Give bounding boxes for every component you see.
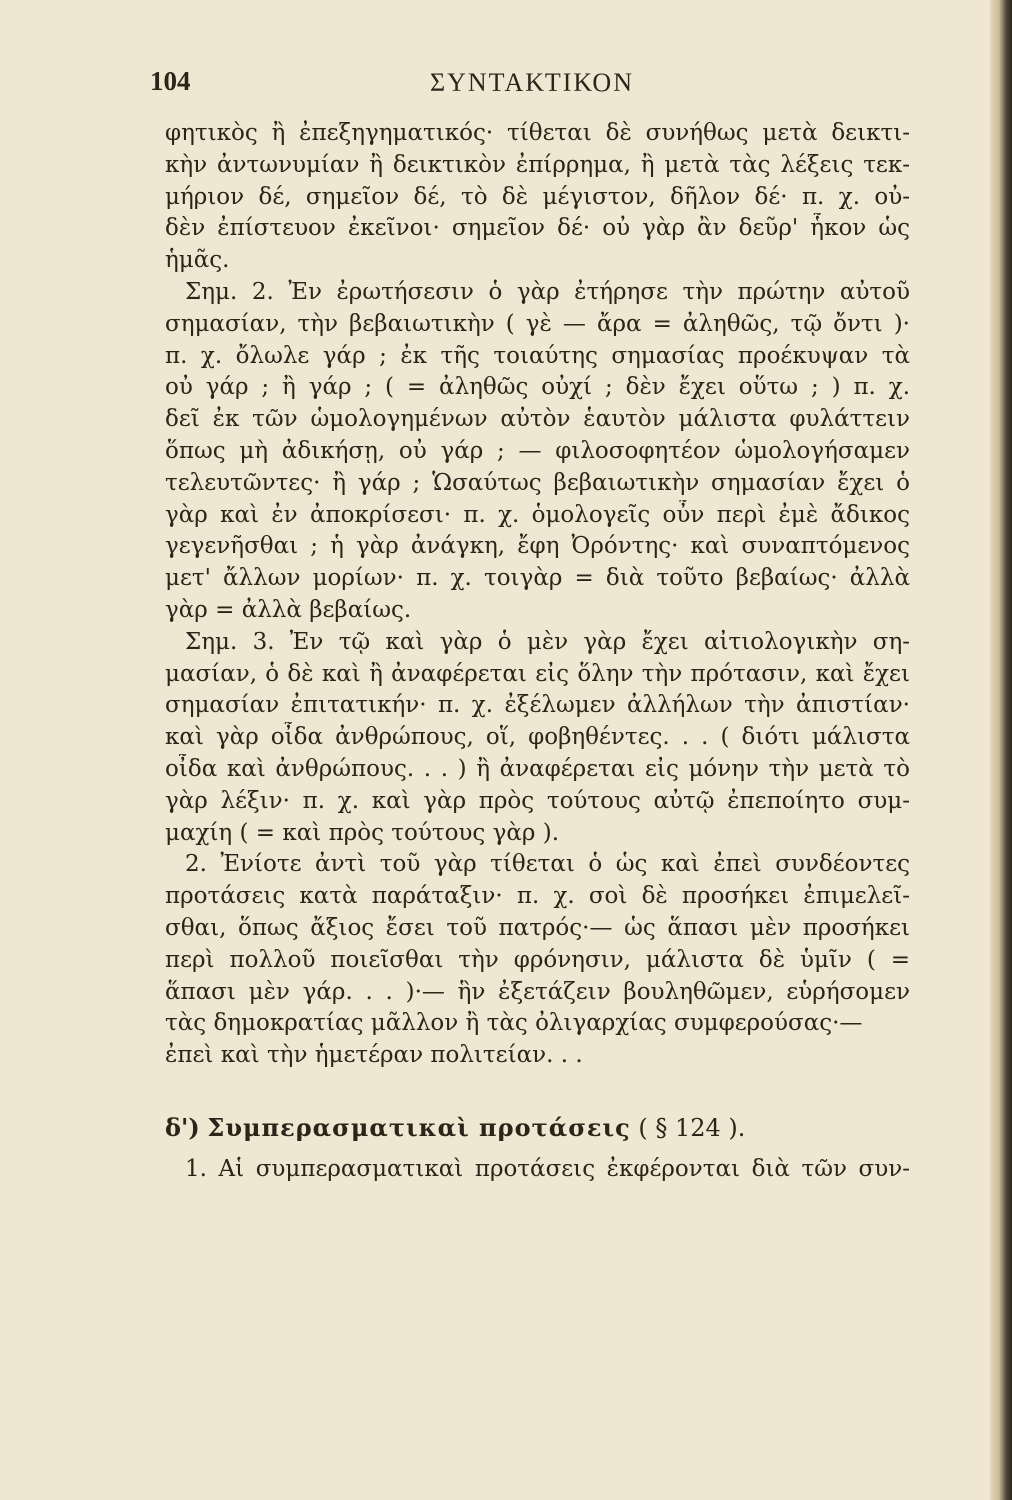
text-line: σθαι, ὅπως ἄξιος ἔσει τοῦ πατρός·— ὡς ἅπασι μὲν προσήκει — [165, 914, 910, 941]
text-line: ἡμᾶς. — [165, 247, 230, 274]
text-line: κὴν ἀντωνυμίαν ἢ δεικτικὸν ἐπίρρημα, ἢ μετὰ τὰς λέξεις τεκ- — [165, 151, 910, 178]
text-line: σημασίαν, τὴν βεβαιωτικὴν ( γὲ — ἄρα = ἀληθῶς, τῷ ὄντι )· — [165, 310, 910, 337]
text-line: Σημ. 2. Ἐν ἐρωτήσεσιν ὁ γὰρ ἐτήρησε τὴν πρώτην αὐτοῦ — [185, 278, 910, 305]
text-line: 2. Ἐνίοτε ἀντὶ τοῦ γὰρ τίθεται ὁ ὡς καὶ ἐπεὶ συνδέοντες — [185, 851, 910, 878]
section-heading — [165, 1112, 910, 1144]
text-line: γεγενῆσθαι ; ἡ γὰρ ἀνάγκη, ἔφη Ὀρόντης· καὶ συναπτόμενος — [165, 533, 910, 560]
text-line: γὰρ λέξιν· π. χ. καὶ γὰρ πρὸς τούτους αὐτῷ ἐπεποίητο συμ- — [165, 787, 910, 814]
section-heading-ref: ( § 124 ). — [638, 1113, 746, 1142]
text-line: γὰρ καὶ ἐν ἀποκρίσεσι· π. χ. ὁμολογεῖς οὖν περὶ ἐμὲ ἄδικος — [165, 501, 910, 528]
section-heading-title: Συμπερασματικαὶ προτάσεις — [207, 1112, 631, 1142]
text-line: μασίαν, ὁ δὲ καὶ ἢ ἀναφέρεται εἰς ὅλην τὴν πρότασιν, καὶ ἔχει — [165, 660, 910, 687]
text-line: μετ' ἄλλων μορίων· π. χ. τοιγὰρ = διὰ τοῦτο βεβαίως· ἀλλὰ — [165, 565, 910, 592]
text-line: δὲν ἐπίστευον ἐκεῖνοι· σημεῖον δέ· οὐ γὰρ ἂν δεῦρ' ἧκον ὡς — [165, 215, 910, 242]
text-line: γὰρ = ἀλλὰ βεβαίως. — [165, 596, 412, 623]
body-text — [165, 118, 910, 1186]
page-number: 104 — [150, 66, 191, 96]
text-line: π. χ. ὄλωλε γάρ ; ἐκ τῆς τοιαύτης σημασίας προέκυψαν τὰ — [165, 342, 910, 369]
book-spine-shadow — [990, 0, 1012, 1500]
text-line: μήριον δέ, σημεῖον δέ, τὸ δὲ μέγιστον, δῆλον δέ· π. χ. οὐ- — [165, 183, 910, 210]
text-line: οἶδα καὶ ἀνθρώπους. . . ) ἢ ἀναφέρεται εἰς μόνην τὴν μετὰ τὸ — [165, 755, 910, 782]
running-title: ΣΥΝΤΑΚΤΙΚΟΝ — [430, 68, 634, 97]
text-line: τελευτῶντες· ἢ γάρ ; Ὡσαύτως βεβαιωτικὴν σημασίαν ἔχει ὁ — [165, 469, 910, 496]
text-line: μαχίη ( = καὶ πρὸς τούτους γὰρ ). — [165, 819, 559, 846]
text-line: δεῖ ἐκ τῶν ὡμολογημένων αὐτὸν ἑαυτὸν μάλιστα φυλάττειν — [165, 406, 910, 433]
text-line: σημασίαν ἐπιτατικήν· π. χ. ἐξέλωμεν ἀλλήλων τὴν ἀπιστίαν· — [165, 692, 910, 719]
text-line: Σημ. 3. Ἐν τῷ καὶ γὰρ ὁ μὲν γὰρ ἔχει αἰτιολογικὴν ση- — [185, 628, 910, 655]
text-line: προτάσεις κατὰ παράταξιν· π. χ. σοὶ δὲ προσήκει ἐπιμελεῖ- — [165, 883, 910, 910]
text-line: περὶ πολλοῦ ποιεῖσθαι τὴν φρόνησιν, μάλιστα δὲ ὑμῖν ( = — [165, 946, 910, 973]
text-line: ὅπως μὴ ἀδικήσῃ, οὐ γάρ ; — φιλοσοφητέον ὡμολογήσαμεν — [165, 437, 910, 464]
text-line: φητικὸς ἢ ἐπεξηγηματικός· τίθεται δὲ συνήθως μετὰ δεικτι- — [165, 120, 910, 146]
section-heading-number: δ') — [165, 1112, 200, 1142]
text-line: ἅπασι μὲν γάρ. . . )·— ἣν ἐξετάζειν βουληθῶμεν, εὑρήσομεν — [165, 978, 910, 1005]
text-line: οὐ γάρ ; ἢ γάρ ; ( = ἀληθῶς οὐχί ; δὲν ἔχει οὕτω ; ) π. χ. — [165, 374, 910, 401]
text-line: τὰς δημοκρατίας μᾶλλον ἢ τὰς ὀλιγαρχίας συμφερούσας·— — [165, 1010, 863, 1037]
running-head — [150, 66, 910, 100]
text-line: 1. Αἱ συμπερασματικαὶ προτάσεις ἐκφέρονται διὰ τῶν συν- — [185, 1155, 910, 1182]
text-line: καὶ γὰρ οἶδα ἀνθρώπους, οἵ, φοβηθέντες. . . ( διότι μάλιστα — [165, 724, 910, 751]
text-line: ἐπεὶ καὶ τὴν ἡμετέραν πολιτείαν. . . — [165, 1042, 583, 1069]
